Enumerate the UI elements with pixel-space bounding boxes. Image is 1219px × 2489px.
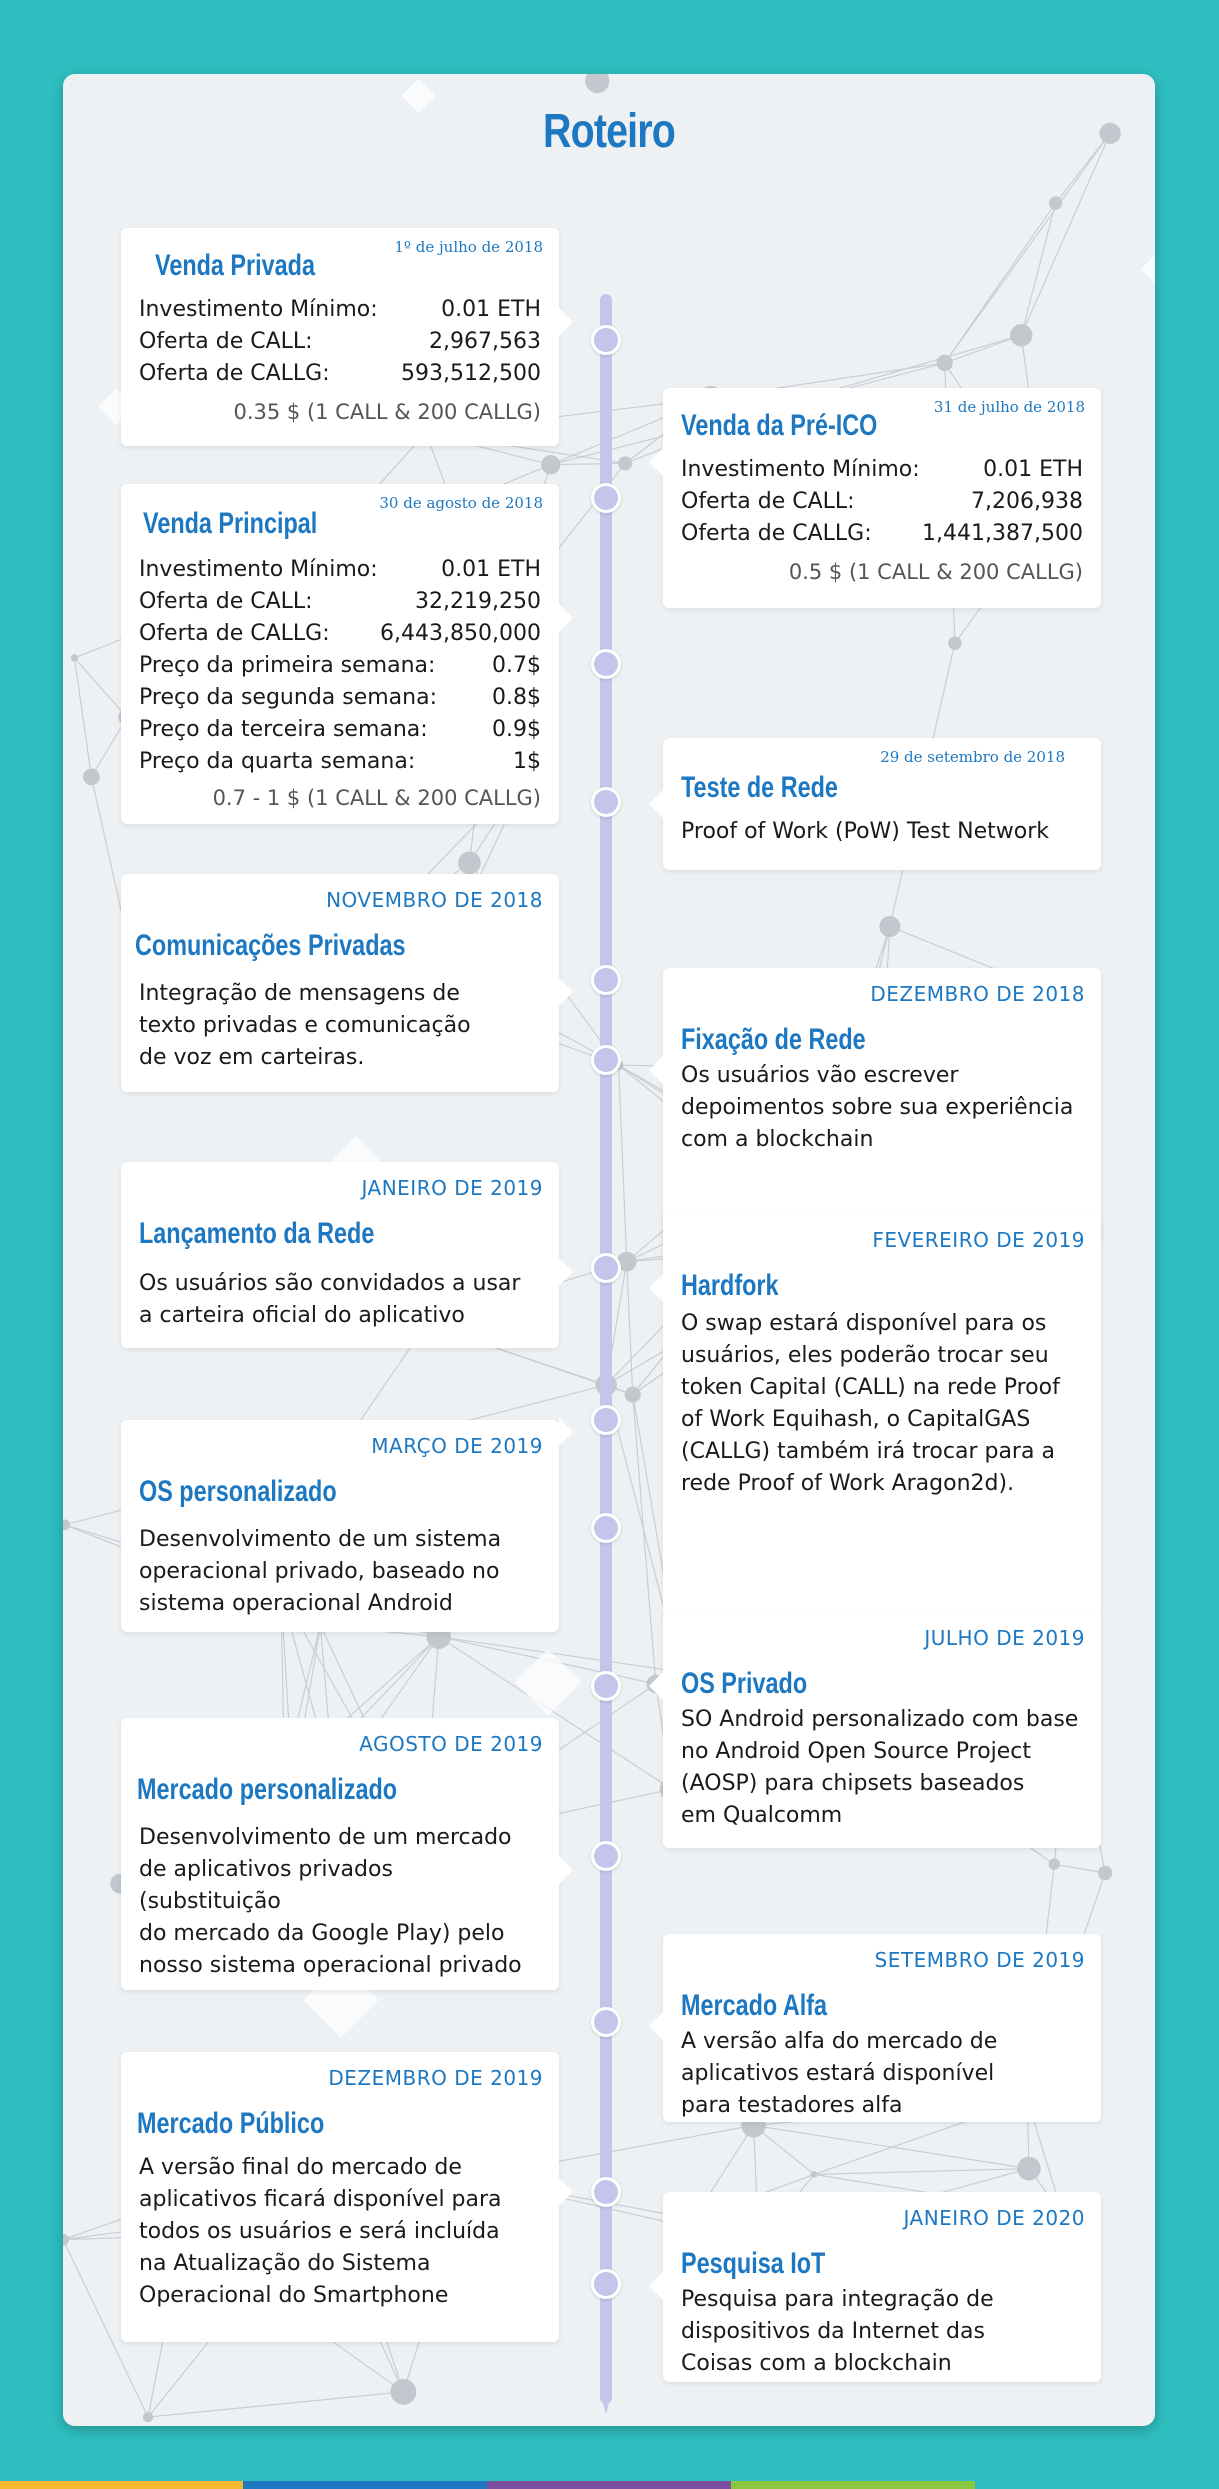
network-node [1098, 1866, 1112, 1880]
row-label: Preço da quarta semana: [139, 749, 416, 774]
card-main-sale [121, 484, 559, 824]
network-node [1049, 196, 1062, 209]
desc-line: todos os usuários e será incluída [139, 2219, 500, 2244]
desc-line: SO Android personalizado com base [681, 1707, 1079, 1732]
row-label: Preço da primeira semana: [139, 653, 436, 678]
network-node [63, 2234, 69, 2246]
network-link [148, 2392, 403, 2417]
card-pre-ico-sale [663, 388, 1101, 608]
timeline-dot [591, 1405, 621, 1435]
network-node [390, 2379, 416, 2405]
diamond-decoration [1141, 243, 1155, 294]
desc-line: Coisas com a blockchain [681, 2351, 952, 2376]
desc-line: sistema operacional Android [139, 1591, 453, 1616]
desc-line: O swap estará disponível para os [681, 1311, 1047, 1336]
network-node [625, 1387, 641, 1403]
desc-line: nosso sistema operacional privado [139, 1953, 522, 1978]
card-date: JANEIRO DE 2020 [903, 2206, 1085, 2230]
card-date: DEZEMBRO DE 2019 [328, 2066, 543, 2090]
network-link [1056, 133, 1111, 203]
timeline-dot [591, 2177, 621, 2207]
card-date: 31 de julho de 2018 [933, 398, 1085, 416]
desc-line: (CALLG) também irá trocar para a [681, 1439, 1055, 1464]
row-label: Preço da segunda semana: [139, 685, 437, 710]
network-node [811, 2171, 818, 2178]
row-value: 6,443,850,000 [380, 621, 541, 646]
card-public-market [121, 2052, 559, 2342]
network-node [937, 355, 953, 371]
card-date: 30 de agosto de 2018 [379, 494, 543, 512]
desc-line: de voz em carteiras. [139, 1045, 365, 1070]
card-private-communications [121, 874, 559, 1092]
card-title: Venda Principal [143, 507, 318, 540]
network-node [618, 456, 632, 470]
desc-line: de aplicativos privados (substituição [139, 1857, 393, 1914]
desc-line: Integração de mensagens de [139, 981, 460, 1006]
card-date: DEZEMBRO DE 2018 [870, 982, 1085, 1006]
card-alpha-market [663, 1934, 1101, 2122]
row-value: 0.7$ [492, 653, 541, 678]
card-network-fix [663, 968, 1101, 1242]
desc-line: A versão final do mercado de [139, 2155, 462, 2180]
desc-line: Desenvolvimento de um mercado [139, 1825, 512, 1850]
page-title: Roteiro [542, 105, 676, 158]
card-date: JULHO DE 2019 [924, 1626, 1085, 1650]
row-label: Oferta de CALL: [139, 329, 313, 354]
network-link [74, 658, 127, 717]
card-date: JANEIRO DE 2019 [361, 1176, 543, 1200]
row-value: 32,219,250 [415, 589, 541, 614]
card-test-network [663, 738, 1101, 870]
desc-line: na Atualização do Sistema [139, 2251, 431, 2276]
network-node [83, 768, 100, 785]
desc-line: Desenvolvimento de um sistema [139, 1527, 502, 1552]
card-title: Venda da Pré-ICO [681, 409, 878, 442]
row-label: Preço da terceira semana: [139, 717, 428, 742]
network-node [1099, 123, 1120, 144]
network-link [1054, 1864, 1105, 1873]
row-value: 0.01 ETH [441, 297, 541, 322]
row-value: 1,441,387,500 [922, 521, 1083, 546]
timeline-dot [591, 1841, 621, 1871]
timeline-dot [591, 2007, 621, 2037]
card-date: AGOSTO DE 2019 [359, 1732, 543, 1756]
timeline-dot [591, 2269, 621, 2299]
network-node [71, 654, 79, 662]
network-node [458, 851, 481, 874]
timeline-dot [591, 325, 621, 355]
card-date: 29 de setembro de 2018 [880, 748, 1065, 766]
diamond-decoration [515, 1649, 582, 1716]
row-label: Oferta de CALLG: [681, 521, 872, 546]
timeline-dot [591, 965, 621, 995]
network-node [948, 636, 961, 649]
roadmap-panel [63, 74, 1155, 2426]
card-title: Mercado Público [137, 2107, 325, 2140]
timeline-line [600, 294, 612, 2404]
row-label: Investimento Mínimo: [139, 557, 378, 582]
card-price: 0.7 - 1 $ (1 CALL & 200 CALLG) [212, 786, 541, 810]
card-title: Fixação de Rede [681, 1023, 866, 1056]
network-node [1017, 2157, 1041, 2181]
timeline-dot [591, 787, 621, 817]
card-network-launch [121, 1162, 559, 1348]
desc-line: token Capital (CALL) na rede Proof [681, 1375, 1060, 1400]
row-value: 7,206,938 [971, 489, 1083, 514]
desc-line: (AOSP) para chipsets baseados [681, 1771, 1025, 1796]
row-value: 0.9$ [492, 717, 541, 742]
card-title: Mercado Alfa [681, 1989, 828, 2022]
row-value: 593,512,500 [401, 361, 541, 386]
footer-stripe-yellow [0, 2481, 243, 2489]
timeline-dot [591, 483, 621, 513]
desc-line: of Work Equihash, o CapitalGAS [681, 1407, 1031, 1432]
card-private-os [663, 1612, 1101, 1848]
card-title: Lançamento da Rede [139, 1217, 375, 1250]
desc-line: Proof of Work (PoW) Test Network [681, 819, 1050, 844]
card-iot-research [663, 2192, 1101, 2382]
desc-line: usuários, eles poderão trocar seu [681, 1343, 1049, 1368]
desc-line: Operacional do Smartphone [139, 2283, 449, 2308]
network-node [541, 455, 560, 474]
network-link [551, 463, 625, 464]
row-value: 1$ [513, 749, 541, 774]
network-link [633, 1395, 656, 1684]
desc-line: aplicativos ficará disponível para [139, 2187, 502, 2212]
network-node [879, 916, 900, 937]
row-value: 2,967,563 [429, 329, 541, 354]
row-value: 0.8$ [492, 685, 541, 710]
card-hardfork [663, 1214, 1101, 1618]
timeline-dot [591, 1045, 621, 1075]
card-date: 1º de julho de 2018 [394, 238, 543, 256]
network-link [619, 1065, 627, 1261]
desc-line: depoimentos sobre sua experiência [681, 1095, 1074, 1120]
row-label: Oferta de CALLG: [139, 361, 330, 386]
footer-stripe-purple [487, 2481, 731, 2489]
row-label: Investimento Mínimo: [681, 457, 920, 482]
timeline-dot [591, 1253, 621, 1283]
timeline-dot [591, 1513, 621, 1543]
card-title: Pesquisa IoT [681, 2247, 826, 2280]
row-label: Investimento Mínimo: [139, 297, 378, 322]
desc-line: aplicativos estará disponível [681, 2061, 995, 2086]
network-node [1049, 1858, 1061, 1870]
row-label: Oferta de CALL: [139, 589, 313, 614]
desc-line: dispositivos da Internet das [681, 2319, 985, 2344]
card-date: FEVEREIRO DE 2019 [872, 1228, 1085, 1252]
network-link [627, 1262, 633, 1395]
card-custom-market [121, 1718, 559, 1990]
card-title: Comunicações Privadas [135, 929, 406, 962]
timeline-dot [591, 649, 621, 679]
card-title: OS Privado [681, 1667, 808, 1700]
card-title: Hardfork [681, 1269, 779, 1302]
card-title: Venda Privada [155, 249, 315, 282]
card-title: Teste de Rede [681, 771, 838, 804]
desc-line: texto privadas e comunicação [139, 1013, 471, 1038]
network-node [1010, 324, 1032, 346]
card-title: OS personalizado [139, 1475, 337, 1508]
desc-line: no Android Open Source Project [681, 1739, 1032, 1764]
row-value: 0.01 ETH [441, 557, 541, 582]
network-node [63, 1519, 70, 1530]
footer-stripe-teal [975, 2481, 1219, 2489]
card-private-sale [121, 228, 559, 446]
card-date: SETEMBRO DE 2019 [874, 1948, 1085, 1972]
desc-line: em Qualcomm [681, 1803, 843, 1828]
desc-line: Os usuários são convidados a usar [139, 1271, 521, 1296]
network-link [945, 335, 1022, 363]
network-node [585, 74, 609, 93]
row-value: 0.01 ETH [983, 457, 1083, 482]
card-price: 0.5 $ (1 CALL & 200 CALLG) [788, 560, 1083, 584]
desc-line: operacional privado, baseado no [139, 1559, 500, 1584]
network-node [143, 2412, 153, 2422]
card-price: 0.35 $ (1 CALL & 200 CALLG) [233, 400, 541, 424]
desc-line: rede Proof of Work Aragon2d). [681, 1471, 1015, 1496]
card-date: NOVEMBRO DE 2018 [326, 888, 543, 912]
card-custom-os [121, 1420, 559, 1632]
network-link [814, 2169, 1029, 2175]
footer-stripe-green [731, 2481, 975, 2489]
desc-line: Pesquisa para integração de [681, 2287, 994, 2312]
timeline-dot [591, 1671, 621, 1701]
desc-line: A versão alfa do mercado de [681, 2029, 998, 2054]
desc-line: a carteira oficial do aplicativo [139, 1303, 465, 1328]
footer-stripe-blue [243, 2481, 487, 2489]
desc-line: com a blockchain [681, 1127, 874, 1152]
row-label: Oferta de CALL: [681, 489, 855, 514]
card-title: Mercado personalizado [137, 1773, 398, 1806]
card-date: MARÇO DE 2019 [371, 1434, 543, 1458]
desc-line: para testadores alfa [681, 2093, 903, 2118]
desc-line: do mercado da Google Play) pelo [139, 1921, 505, 1946]
row-label: Oferta de CALLG: [139, 621, 330, 646]
network-link [74, 658, 91, 777]
timeline-arrow-tip [600, 2392, 612, 2414]
desc-line: Os usuários vão escrever [681, 1063, 959, 1088]
